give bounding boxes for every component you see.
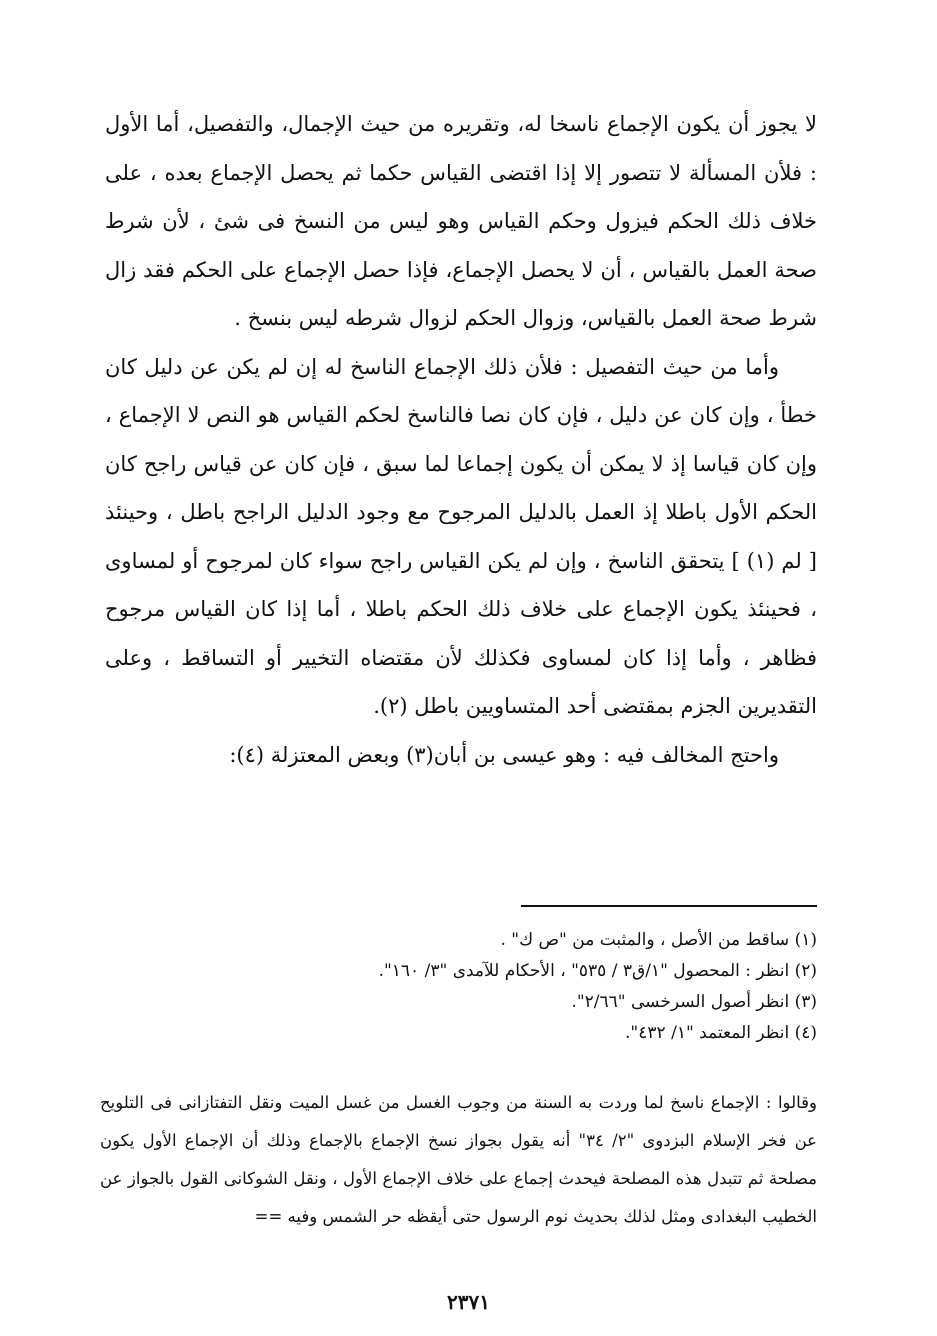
footnote-continuation: وقالوا : الإجماع ناسخ لما وردت به السنة من وجوب الغسل من غسل الميت ونقل التفتازانى فى التلويح عن فخر الإسلام البزدوى "٢/ ٣٤" أنه يقول بجواز نسخ الإجماع بالإجماع وذلك أن الإجماع الأول يكون مصلحة ثم تتبدل هذه المصلحة فيحدث إجماع على خلاف الإجماع الأول ، ونقل الشوكانى القول بالجواز عن الخطيب البغدادى ومثل لذلك بحديث نوم الرسول حتى أيقظه حر الشمس وفيه == <box>100 1093 817 1226</box>
paragraph-1: لا يجوز أن يكون الإجماع ناسخا له، وتقريره من حيث الإجمال، والتفصيل، أما الأول : فلأن المسألة لا تتصور إلا إذا اقتضى القياس حكما ثم يحصل الإجماع بعده ، على خلاف ذلك الحكم فيزول وحكم القياس وهو ليس من النسخ فى شئ ، لأن شرط صحة العمل بالقياس ، أن لا يحصل الإجماع، فإذا حصل الإجماع على الحكم فقد زال شرط صحة العمل بالقياس، وزوال الحكم لزوال شرطه ليس بنسخ . <box>105 112 817 330</box>
paragraph-3: واحتج المخالف فيه : وهو عيسى بن أبان(٣) وبعض المعتزلة (٤): <box>229 742 779 767</box>
page-number: ٢٣٧١ <box>447 1290 490 1314</box>
footnote-4: (٤) انظر المعتمد "١/ ٤٣٢". <box>625 1023 817 1043</box>
footnote-1: (١) ساقط من الأصل ، والمثبت من "ص ك" . <box>500 930 817 950</box>
footnote-2: (٢) انظر : المحصول "١/ق٣ / ٥٣٥" ، الأحكام للآمدى "٣/ ١٦٠". <box>378 961 817 981</box>
footnote-3: (٣) انظر أصول السرخسى "٢/٦٦". <box>571 992 817 1012</box>
main-text-body <box>105 100 817 779</box>
paragraph-2: وأما من حيث التفصيل : فلأن ذلك الإجماع الناسخ له إن لم يكن عن دليل كان خطأ ، وإن كان عن دليل ، فإن كان نصا فالناسخ لحكم القياس هو النص لا الإجماع ، وإن كان قياسا إذ لا يمكن أن يكون إجماعا لما سبق ، فإن كان عن قياس راجح كان الحكم الأول باطلا إذ العمل بالدليل المرجوح مع وجود الدليل الراجح باطل ، وحينئذ [ لم (١) ] يتحقق الناسخ ، وإن لم يكن القياس راجح سواء كان لمرجوح أو لمساوى ، فحينئذ يكون الإجماع على خلاف ذلك الحكم باطلا ، أما إذا كان القياس مرجوح فظاهر ، وأما إذا كان لمساوى فكذلك لأن مقتضاه التخيير أو التساقط ، وعلى التقديرين الجزم بمقتضى أحد المتساويين باطل (٢). <box>105 354 817 718</box>
footnotes-section <box>105 925 817 1049</box>
footnote-divider <box>521 905 817 907</box>
